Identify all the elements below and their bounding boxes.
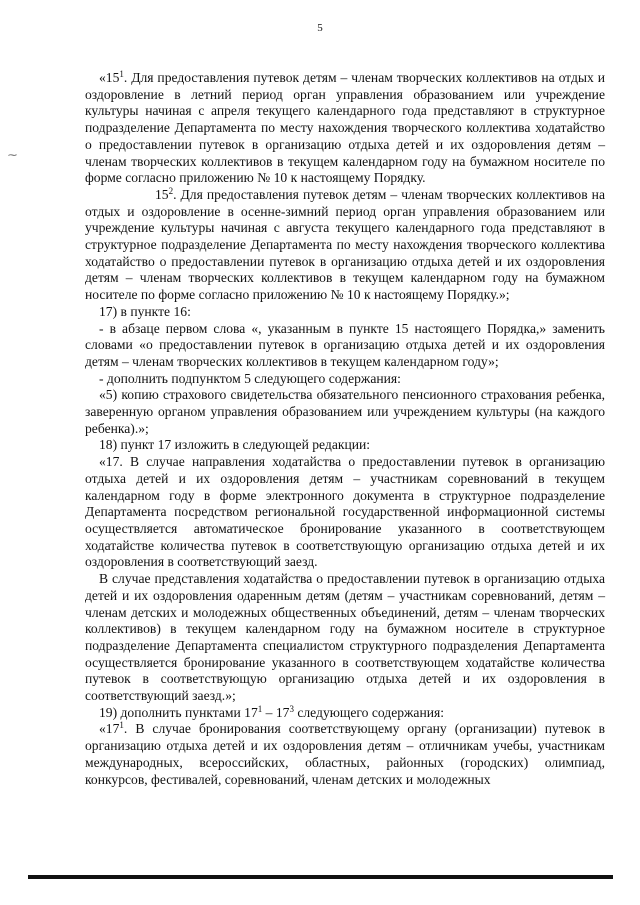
paragraph-17-second: В случае представления ходатайства о предоставлении путевок в организацию отдыха детей и их оздоровления одаренным детям (детям – участникам соревнований, детям – членам детских и молодежных общественных объединений, детям – членам творческих коллективов) в текущем календарном году на бумажном носителе в структурное подразделение Департамента специалистом структурного подразделения Департамента осуществляется бронирование указанного в соответствующем ходатайстве количества путевок в соответствующую организацию отдыха детей и их оздоровления в соответствующий заезд.»; (85, 571, 605, 704)
paragraph-subitem-5: «5) копию страхового свидетельства обязательного пенсионного страхования ребенка, заверенную органом управления образованием или учреждением культуры (на каждого ребенка).»; (85, 387, 605, 436)
paragraph-17: «17. В случае направления ходатайства о предоставлении путевок в организацию отдыха детей и их оздоровления детям – участникам соревнований в текущем календарном году в форме электронного документа в структурное подразделение Департамента посредством региональной государственной информационной системы осуществляется автоматическое бронирование указанного в соответствующем ходатайстве количества путевок в соответствующую организацию отдыха детей и их оздоровления в соответствующий заезд. (85, 454, 605, 570)
page-number: 5 (317, 22, 323, 34)
paragraph-item-17: 17) в пункте 16: (99, 303, 191, 319)
paragraph-17-1: «$17^1$. В случае бронирования соответствующему органу (организации) путевок в организацию отдыха детей и их оздоровления детям – отличникам учебы, участникам международных, всероссийских, областных, районных (городских) олимпиад, конкурсов, фестивалей, соревнований, членам детских и молодежных (85, 720, 605, 787)
paragraph-item-18: 18) пункт 17 изложить в следующей редакции: (99, 437, 371, 453)
paragraph-15-1: «$15^1$. Для предоставления путевок детям – членам творческих коллективов на отдых и оздоровление в летний период орган управления образованием или учреждение культуры начиная с апреля текущего календарного года представляют в структурное подразделение Департамента по месту нахождения творческого коллектива ходатайство о предоставлении путевок в организацию отдыха детей и их оздоровления детям – членам творческих коллективов в текущем календарном году на бумажном носителе по форме согласно приложению № 10 к настоящему Порядку. (85, 69, 605, 186)
paragraph-abzac-first: - в абзаце первом слова «, указанным в пункте 15 настоящего Порядка,» заменить словами «о предоставлении путевок в организацию отдыха детей и их оздоровления детям – членам творческих коллективов в текущем календарном году»; (85, 320, 605, 369)
margin-mark: ⁓ (8, 151, 17, 161)
paragraph-15-2: $15^2$. Для предоставления путевок детям – членам творческих коллективов на отдых и оздоровление в осенне-зимний период орган управления образованием или учреждение культуры начиная с августа текущего календарного года представляют в структурное подразделение Департамента по месту нахождения творческого коллектива ходатайство о предоставлении путевок в организацию отдыха детей и их оздоровления детям – членам творческих коллективов в текущем календарном году на бумажном носителе по форме согласно приложению № 10 к настоящему Порядку.»; (85, 185, 605, 303)
paragraph-item-19: 19) дополнить пунктами $17^1 - 17^3$ следующего содержания: (99, 703, 445, 720)
page-bottom-rule (28, 875, 613, 879)
paragraph-add-subitem: - дополнить подпунктом 5 следующего содержания: (99, 370, 401, 386)
document-body (85, 70, 605, 788)
